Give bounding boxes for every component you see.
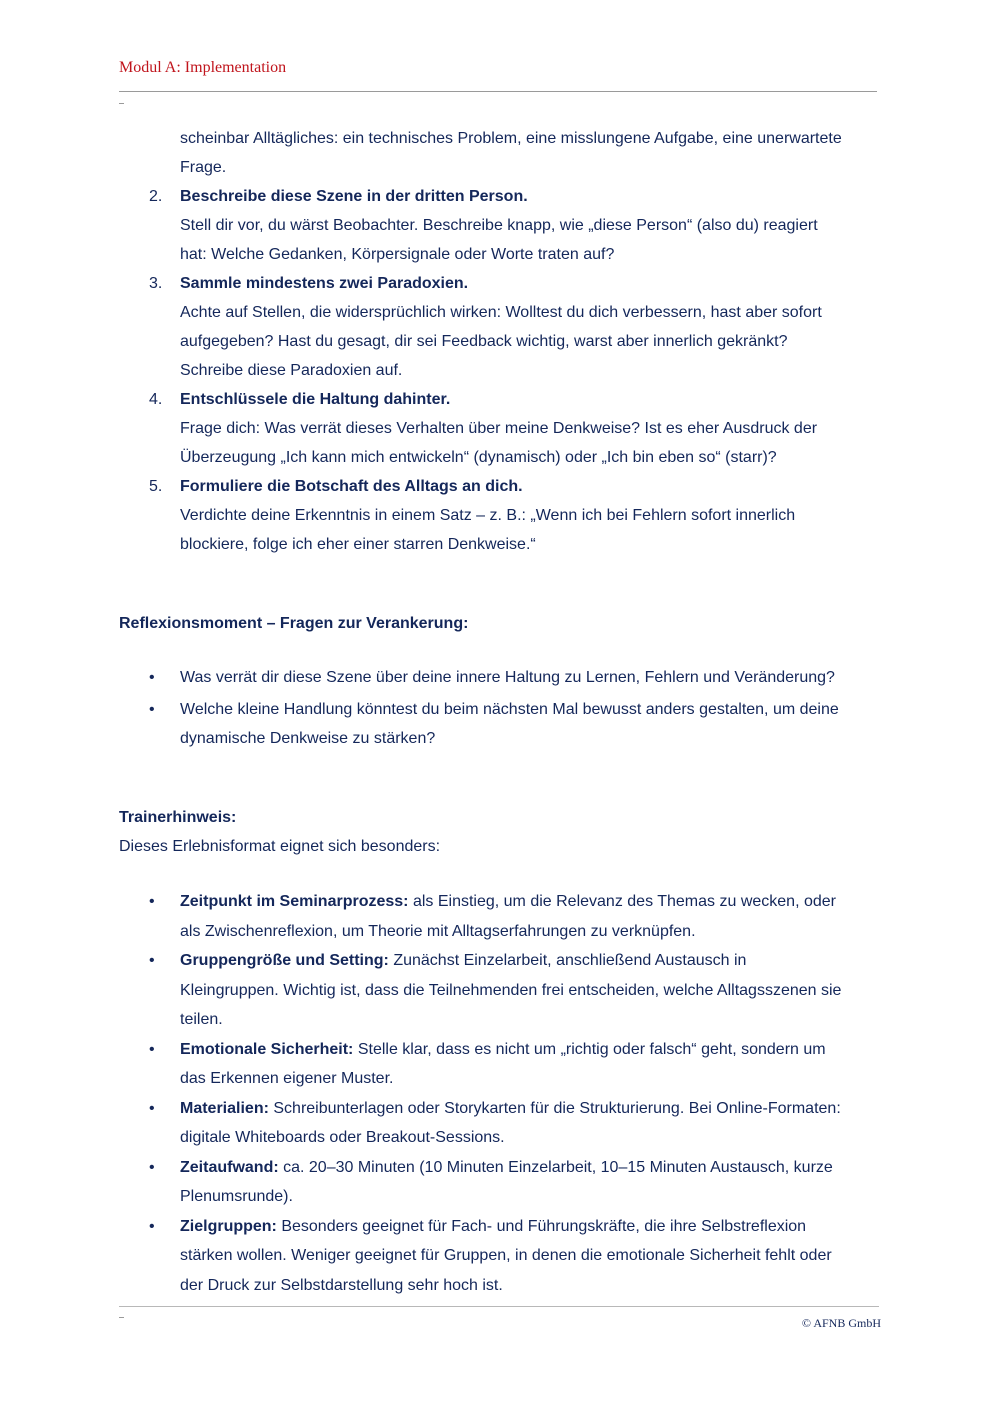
trainer-item-label: Zeitaufwand: xyxy=(180,1158,279,1176)
step-text: aufgegeben? Hast du gesagt, dir sei Feedback wichtig, warst aber innerlich gekränkt? xyxy=(180,333,788,350)
reflection-item xyxy=(119,695,889,754)
trainer-item-text: stärken wollen. Weniger geeignet für Gruppen, in denen die emotionale Sicherheit fehlt oder xyxy=(180,1247,832,1264)
trainer-item-text: das Erkennen eigener Muster. xyxy=(180,1070,394,1087)
header-divider-tick xyxy=(119,103,124,104)
steps-list xyxy=(119,182,889,559)
trainer-item-text: der Druck zur Selbstdarstellung sehr hoch ist. xyxy=(180,1276,503,1294)
trainer-item-text: Stelle klar, dass es nicht um „richtig oder falsch“ geht, sondern um xyxy=(353,1040,826,1058)
bullet-icon: • xyxy=(149,700,155,718)
step-number: 3. xyxy=(149,275,163,292)
step-text: Überzeugung „Ich kann mich entwickeln“ (dynamisch) oder „Ich bin eben so“ (starr)? xyxy=(180,449,777,466)
trainer-item xyxy=(119,1094,889,1153)
trainer-item-text: Schreibunterlagen oder Storykarten für die Strukturierung. Bei Online-Formaten: xyxy=(268,1099,841,1117)
footer-divider-tick xyxy=(119,1317,124,1318)
trainer-item-label: Zeitpunkt im Seminarprozess: xyxy=(180,893,409,910)
bullet-icon: • xyxy=(149,952,155,969)
footer-copyright: © AFNB GmbH xyxy=(801,1316,881,1330)
trainer-item-text: digitale Whiteboards oder Breakout-Sessions. xyxy=(180,1129,505,1146)
bullet-icon: • xyxy=(149,893,155,910)
step-item xyxy=(119,472,889,559)
reflection-text: Welche kleine Handlung könntest du beim nächsten Mal bewusst anders gestalten, um deine xyxy=(180,700,839,718)
trainer-heading: Trainerhinweis: xyxy=(119,809,237,826)
trainer-item-text: Kleingruppen. Wichtig ist, dass die Teilnehmenden frei entscheiden, welche Alltagsszenen sie xyxy=(180,981,842,999)
trainer-item-text: ca. 20–30 Minuten (10 Minuten Einzelarbeit, 10–15 Minuten Austausch, kurze xyxy=(278,1158,833,1176)
step-number: 2. xyxy=(149,188,163,205)
reflection-list xyxy=(119,663,889,756)
trainer-item xyxy=(119,1153,889,1212)
trainer-item-text: Plenumsrunde). xyxy=(180,1188,293,1205)
trainer-item-label: Zielgruppen: xyxy=(180,1217,277,1235)
intro-line: scheinbar Alltägliches: ein technisches Problem, eine misslungene Aufgabe, eine unerwartete xyxy=(180,130,842,147)
trainer-item-text: Besonders geeignet für Fach- und Führungskräfte, die ihre Selbstreflexion xyxy=(276,1217,807,1235)
reflection-heading: Reflexionsmoment – Fragen zur Verankerung: xyxy=(119,615,469,632)
step-text: Verdichte deine Erkenntnis in einem Satz – z. B.: „Wenn ich bei Fehlern sofort innerlich xyxy=(180,507,796,524)
step-item xyxy=(119,182,889,269)
step-text: Achte auf Stellen, die widersprüchlich wirken: Wolltest du dich verbessern, hast aber sofort xyxy=(180,304,822,321)
step-text: Schreibe diese Paradoxien auf. xyxy=(180,362,403,379)
reflection-text: Was verrät dir diese Szene über deine innere Haltung zu Lernen, Fehlern und Veränderung? xyxy=(180,669,835,686)
trainer-list xyxy=(119,887,889,1300)
step-number: 4. xyxy=(149,391,163,408)
footer-divider xyxy=(119,1306,879,1307)
bullet-icon: • xyxy=(149,1040,155,1058)
step-text: Frage dich: Was verrät dieses Verhalten über meine Denkweise? Ist es eher Ausdruck der xyxy=(180,420,818,437)
trainer-item xyxy=(119,1212,889,1301)
trainer-item-label: Emotionale Sicherheit: xyxy=(180,1040,354,1058)
reflection-text: dynamische Denkweise zu stärken? xyxy=(180,730,436,747)
trainer-item xyxy=(119,946,889,1035)
trainer-item-text: als Einstieg, um die Relevanz des Themas zu wecken, oder xyxy=(408,893,836,910)
page-header-title: Modul A: Implementation xyxy=(119,59,287,76)
step-text: Stell dir vor, du wärst Beobachter. Beschreibe knapp, wie „diese Person“ (also du) reagiert xyxy=(180,217,818,234)
trainer-item-text: teilen. xyxy=(180,1011,223,1028)
step-title: Entschlüssele die Haltung dahinter. xyxy=(180,391,451,408)
bullet-icon: • xyxy=(149,1158,155,1176)
step-title: Formuliere die Botschaft des Alltags an dich. xyxy=(180,478,523,495)
trainer-item-text: Zunächst Einzelarbeit, anschließend Austausch in xyxy=(388,952,747,969)
intro-line: Frage. xyxy=(180,159,227,177)
header-divider xyxy=(119,91,877,92)
step-text: hat: Welche Gedanken, Körpersignale oder Worte traten auf? xyxy=(180,246,615,263)
step-title: Beschreibe diese Szene in der dritten Person. xyxy=(180,188,528,205)
step-item xyxy=(119,385,889,472)
trainer-intro: Dieses Erlebnisformat eignet sich besonders: xyxy=(119,838,441,855)
intro-continuation xyxy=(180,124,885,182)
trainer-item-text: als Zwischenreflexion, um Theorie mit Alltagserfahrungen zu verknüpfen. xyxy=(180,922,696,940)
trainer-item xyxy=(119,887,889,946)
trainer-item xyxy=(119,1035,889,1094)
trainer-item-label: Materialien: xyxy=(180,1099,269,1117)
step-number: 5. xyxy=(149,478,163,495)
bullet-icon: • xyxy=(149,669,155,686)
bullet-icon: • xyxy=(149,1217,155,1235)
step-title: Sammle mindestens zwei Paradoxien. xyxy=(180,275,469,292)
trainer-item-label: Gruppengröße und Setting: xyxy=(180,952,389,969)
step-text: blockiere, folge ich eher einer starren Denkweise.“ xyxy=(180,536,536,553)
bullet-icon: • xyxy=(149,1099,155,1117)
step-item xyxy=(119,269,889,385)
reflection-item xyxy=(119,663,889,693)
